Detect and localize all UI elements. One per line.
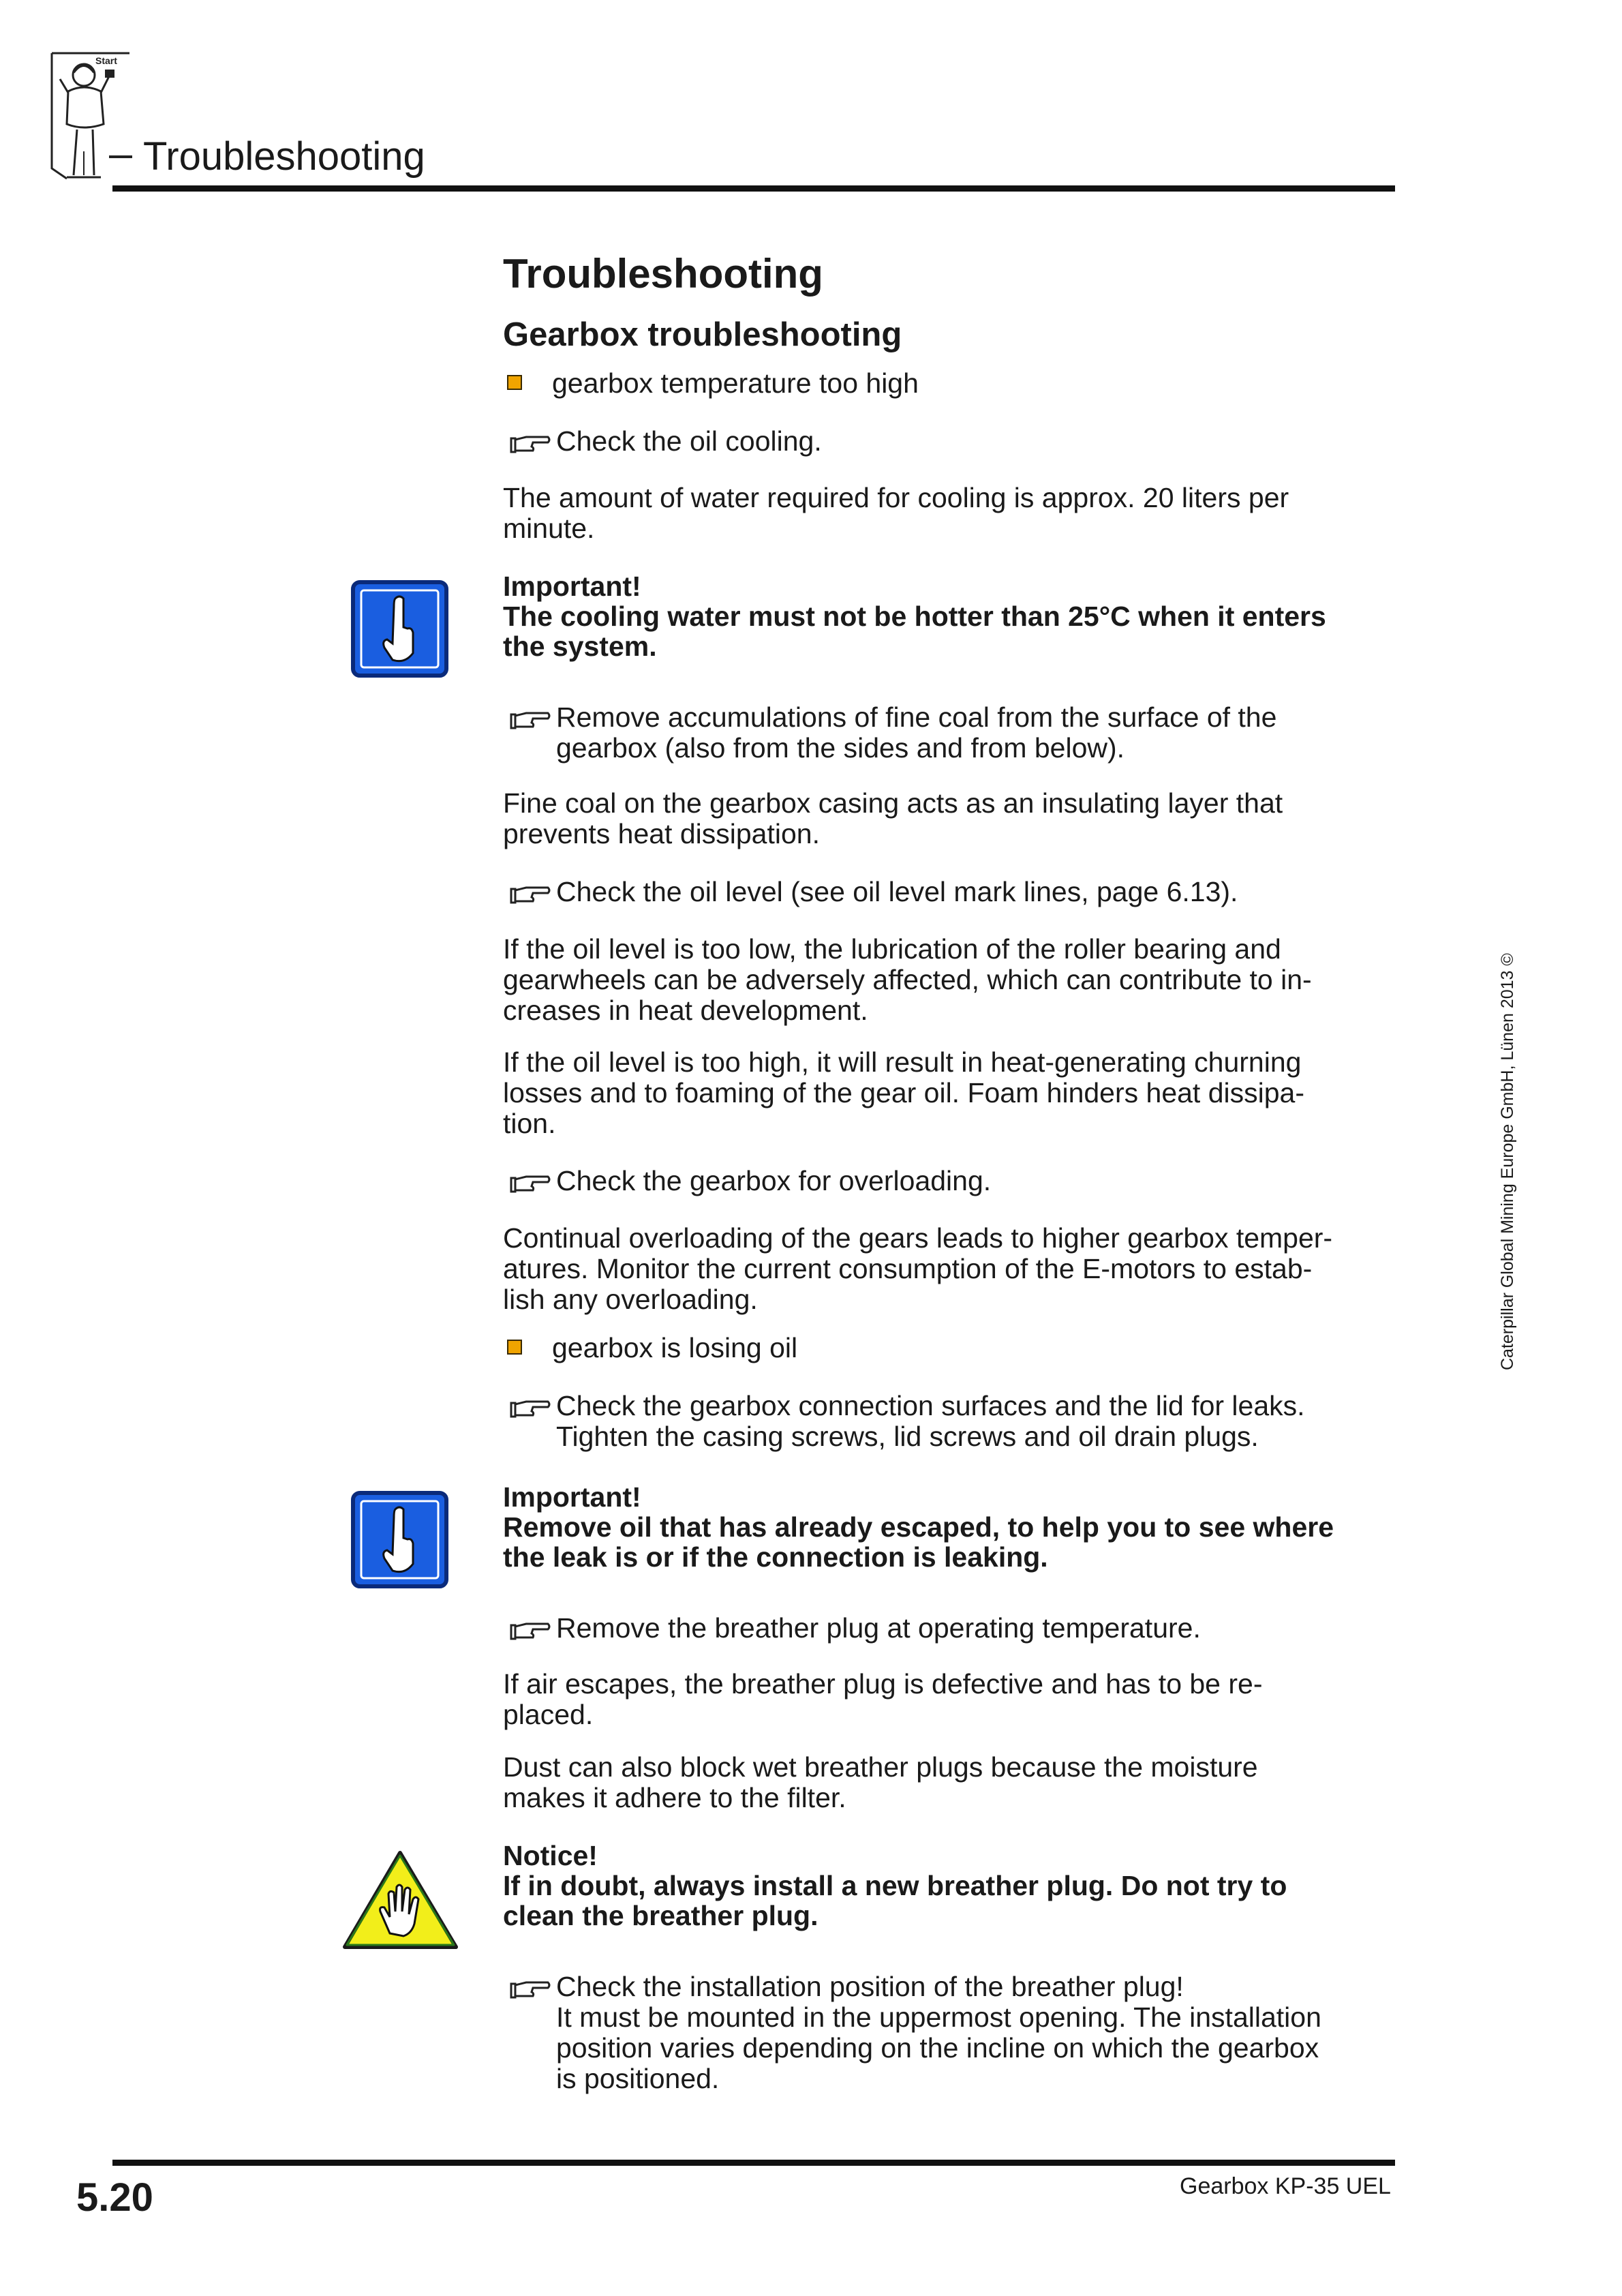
important-note: Important! Remove oil that has already escaped, to help you to see where the leak is or if the connection is leaking. xyxy=(503,1482,1389,1572)
action-item: Check the gearbox for overloading. xyxy=(503,1166,1389,1196)
paragraph: If air escapes, the breather plug is defective and has to be re- placed. xyxy=(503,1668,1263,1730)
important-label: Important! xyxy=(503,1481,641,1513)
important-label: Important! xyxy=(503,571,641,602)
paragraph: If the oil level is too low, the lubrication of the roller bearing and gearwheels can be adversely affected, which can contribute to in- creases in heat development. xyxy=(503,933,1312,1026)
notice-warning-hand-icon xyxy=(341,1849,460,1951)
side-copyright: Caterpillar Global Mining Europe GmbH, Lünen 2013 © xyxy=(1498,953,1517,1370)
notice-note: Notice! If in doubt, always install a new breather plug. Do not try to clean the breather plug. xyxy=(503,1841,1389,1931)
pointing-hand-icon xyxy=(508,1168,551,1196)
important-pointing-finger-icon xyxy=(350,1490,449,1589)
running-head-title: Troubleshooting xyxy=(143,134,425,179)
square-bullet-icon xyxy=(507,375,522,390)
bullet-item: gearbox temperature too high xyxy=(503,368,919,399)
important-pointing-finger-icon xyxy=(350,579,449,678)
action-item: Check the oil level (see oil level mark lines, page 6.13). xyxy=(503,877,1389,907)
action-item: Remove accumulations of fine coal from the surface of the gearbox (also from the sides and from below). xyxy=(503,702,1389,764)
square-bullet-icon xyxy=(507,1340,522,1355)
page-number: 5.20 xyxy=(76,2175,153,2220)
start-figure-logo xyxy=(46,49,135,185)
pointing-hand-icon xyxy=(508,1616,551,1643)
pointing-hand-icon xyxy=(508,1393,551,1421)
logo-start-text: Start xyxy=(95,55,117,66)
paragraph: If the oil level is too high, it will result in heat-generating churning losses and to foaming of the gear oil. Foam hinders heat dissipa- tion. xyxy=(503,1046,1304,1139)
paragraph: Dust can also block wet breather plugs because the moisture makes it adhere to the filter. xyxy=(503,1751,1258,1813)
action-item: Check the gearbox connection surfaces and the lid for leaks. Tighten the casing screws, lid screws and oil drain plugs. xyxy=(503,1391,1389,1452)
notice-label: Notice! xyxy=(503,1840,598,1871)
bullet-item: gearbox is losing oil xyxy=(503,1333,797,1363)
page-title: Troubleshooting xyxy=(503,251,823,297)
action-item: Check the oil cooling. xyxy=(503,426,1389,457)
important-note: Important! The cooling water must not be hotter than 25°C when it enters the system. xyxy=(503,571,1389,661)
action-item: Remove the breather plug at operating temperature. xyxy=(503,1613,1389,1644)
pointing-hand-icon xyxy=(508,879,551,907)
action-item: Check the installation position of the breather plug! It must be mounted in the uppermost opening. The installation position varies depending on the incline on which the gearbox is positioned. xyxy=(503,1972,1389,2094)
paragraph: Fine coal on the gearbox casing acts as an insulating layer that prevents heat dissipation. xyxy=(503,787,1283,849)
document-title: Gearbox KP-35 UEL xyxy=(1180,2173,1391,2199)
pointing-hand-icon xyxy=(508,429,551,456)
header-rule xyxy=(112,185,1395,192)
paragraph: Continual overloading of the gears leads to higher gearbox temper- atures. Monitor the current consumption of the E-motors to estab- lish any overloading. xyxy=(503,1222,1333,1315)
paragraph: The amount of water required for cooling is approx. 20 liters per minute. xyxy=(503,482,1289,544)
running-head-dash xyxy=(109,155,132,158)
pointing-hand-icon xyxy=(508,705,551,732)
section-title: Gearbox troubleshooting xyxy=(503,316,902,353)
footer-rule xyxy=(112,2160,1395,2166)
pointing-hand-icon xyxy=(508,1974,551,2002)
